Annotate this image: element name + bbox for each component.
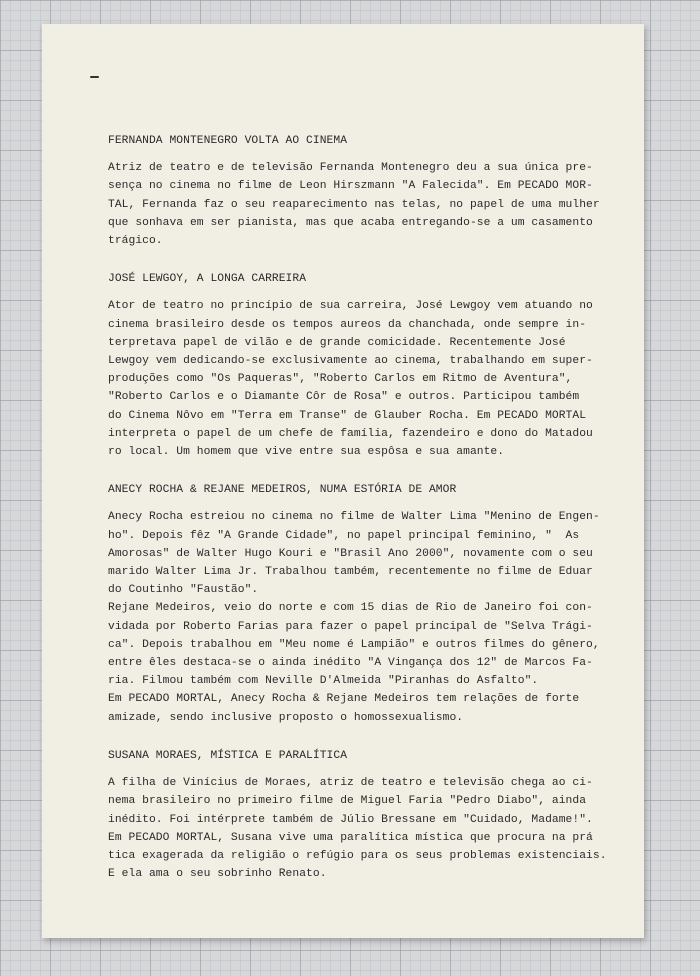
- text-line: trágico.: [108, 235, 163, 248]
- text-line: nema brasileiro no primeiro filme de Miguel Faria "Pedro Diabo", ainda: [108, 795, 587, 808]
- text-line: Rejane Medeiros, veio do norte e com 15 dias de Rio de Janeiro foi con-: [108, 602, 593, 615]
- text-line: produções como "Os Paqueras", "Roberto Carlos em Ritmo de Aventura",: [108, 373, 573, 386]
- text-line: ho". Depois fêz "A Grande Cidade", no papel principal feminino, " As: [108, 529, 580, 542]
- text-line: do Cinema Nôvo em "Terra em Transe" de Glauber Rocha. Em PECADO MORTAL: [108, 409, 587, 422]
- text-line: entre êles destaca-se o ainda inédito "A Vingança dos 12" de Marcos Fa-: [108, 657, 593, 670]
- text-line: Amorosas" de Walter Hugo Kouri e "Brasil Ano 2000", novamente com o seu: [108, 547, 593, 560]
- text-line: tica exagerada da religião o refúgio para os seus problemas existenciais.: [108, 849, 607, 862]
- text-line: Anecy Rocha estreiou no cinema no filme de Walter Lima "Menino de Engen-: [108, 511, 600, 524]
- section-paragraph: [108, 297, 638, 461]
- text-line: TAL, Fernanda faz o seu reaparecimento nas telas, no papel de uma mulher: [108, 198, 600, 211]
- pen-mark: [90, 76, 99, 78]
- text-line: ca". Depois trabalhou em "Meu nome é Lampião" e outros filmes do gênero,: [108, 638, 600, 651]
- section-heading: FERNANDA MONTENEGRO VOLTA AO CINEMA: [108, 135, 348, 147]
- text-line: interpreta o papel de um chefe de família, fazendeiro e dono do Matadou: [108, 427, 593, 440]
- text-line: "Roberto Carlos e o Diamante Côr de Rosa" e outros. Participou também: [108, 391, 580, 404]
- document-page: [42, 24, 644, 938]
- section-heading: SUSANA MORAES, MÍSTICA E PARALÍTICA: [108, 749, 348, 762]
- text-line: A filha de Vinícius de Moraes, atriz de teatro e televisão chega ao ci-: [108, 777, 593, 790]
- section-paragraph: [108, 774, 638, 883]
- text-line: amizade, sendo inclusive proposto o homossexualismo.: [108, 711, 464, 724]
- section-paragraph: [108, 508, 638, 726]
- text-line: sença no cinema no filme de Leon Hirszmann "A Falecida". Em PECADO MOR-: [108, 180, 593, 193]
- section-heading: ANECY ROCHA & REJANE MEDEIROS, NUMA ESTÓRIA DE AMOR: [108, 484, 457, 497]
- text-line: Ator de teatro no princípio de sua carreira, José Lewgoy vem atuando no: [108, 300, 593, 313]
- document-body: [108, 132, 638, 903]
- text-line: terpretava papel de vilão e de grande comicidade. Recentemente José: [108, 336, 566, 349]
- text-line: cinema brasileiro desde os tempos aureos da chanchada, onde sempre in-: [108, 318, 587, 331]
- text-line: ro local. Um homem que vive entre sua espôsa e sua amante.: [108, 446, 505, 459]
- text-line: ria. Filmou também com Neville D'Almeida "Piranhas do Asfalto".: [108, 675, 539, 688]
- text-line: Atriz de teatro e de televisão Fernanda Montenegro deu a sua única pre-: [108, 162, 593, 175]
- text-line: marido Walter Lima Jr. Trabalhou também, recentemente no filme de Eduar: [108, 566, 593, 579]
- text-line: E ela ama o seu sobrinho Renato.: [108, 868, 327, 881]
- text-line: Em PECADO MORTAL, Susana vive uma paralítica mística que procura na prá: [108, 831, 593, 844]
- text-line: Em PECADO MORTAL, Anecy Rocha & Rejane Medeiros tem relações de forte: [108, 693, 580, 706]
- text-line: que sonhava em ser pianista, mas que acaba entregando-se a um casamento: [108, 216, 593, 229]
- text-line: do Coutinho "Faustão".: [108, 584, 259, 597]
- text-line: vidada por Roberto Farias para fazer o papel principal de "Selva Trági-: [108, 620, 593, 633]
- section-paragraph: [108, 159, 638, 250]
- text-line: Lewgoy vem dedicando-se exclusivamente ao cinema, trabalhando em super-: [108, 355, 593, 368]
- text-line: inédito. Foi intérprete também de Júlio Bressane em "Cuidado, Madame!".: [108, 813, 593, 826]
- section-heading: JOSÉ LEWGOY, A LONGA CARREIRA: [108, 273, 307, 286]
